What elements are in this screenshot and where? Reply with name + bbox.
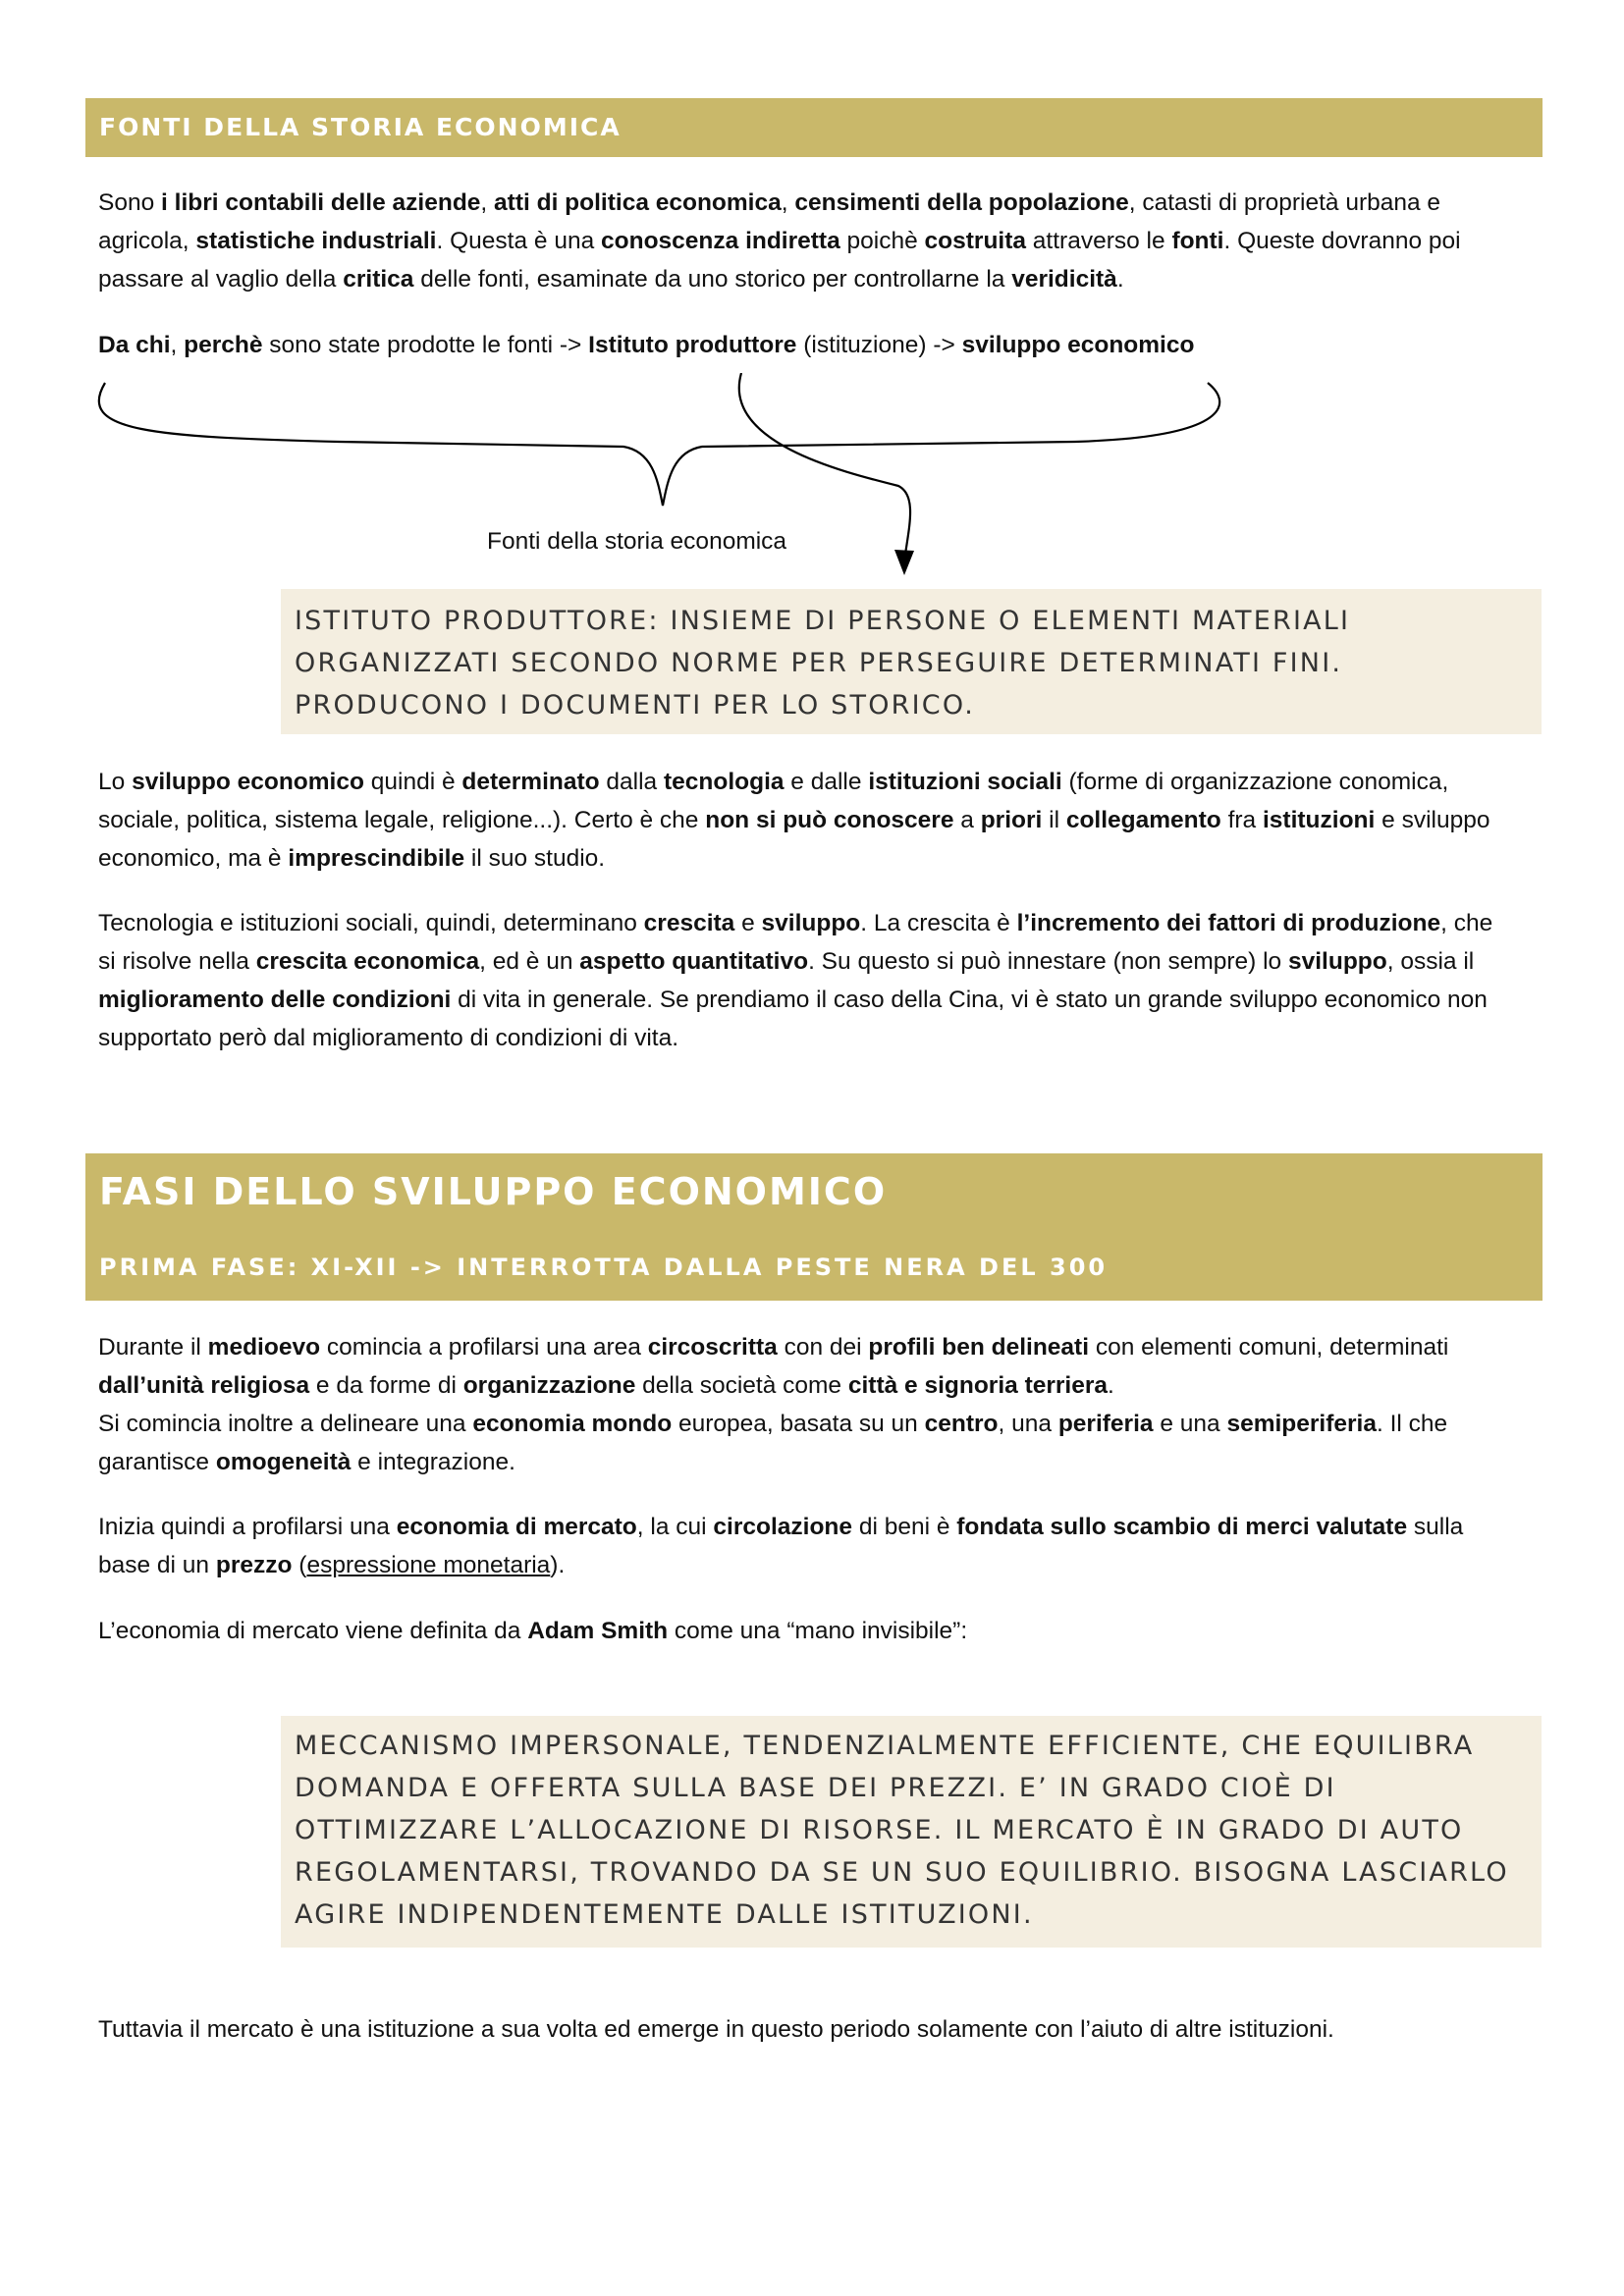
section-subtitle: PRIMA FASE: XI-XII -> INTERROTTA DALLA PESTE NERA DEL 300 [99,1254,1109,1281]
text-run: Tuttavia il mercato è una istituzione a sua volta ed emerge in questo periodo solamente con l’aiuto di altre istituzioni. [98,2016,1334,2043]
bold-text: conoscenza indiretta [601,228,840,254]
bold-text: censimenti della popolazione [794,189,1129,216]
bold-text: periferia [1057,1411,1154,1437]
text-run: poichè [839,228,925,254]
bold-text: tecnologia [663,769,785,795]
text-run: , la cui [636,1514,714,1540]
bold-text: circolazione [713,1514,853,1540]
bold-text: omogeneità [215,1449,352,1475]
text-run: . [1108,1372,1114,1399]
text-run: sulla base di un [98,1514,1464,1578]
bold-text: fondata sullo scambio di merci valutate [956,1514,1408,1540]
bold-text: Istituto produttore [588,332,797,358]
text-run: dalla [599,769,664,795]
bold-text: statistiche industriali [195,228,437,254]
text-run: della società come [635,1372,848,1399]
bold-text: organizzazione [462,1372,636,1399]
bold-text: veridicità [1011,266,1117,293]
bold-text: profili ben delineati [868,1334,1090,1361]
bold-text: crescita [643,910,735,936]
text-run: (istituzione) -> [796,332,962,358]
bold-text: collegamento [1065,807,1221,833]
text-run: Durante il [98,1334,208,1361]
bold-text: città e signoria terriera [847,1372,1109,1399]
paragraph-fonti-intro [98,184,1512,298]
underlined-text: espressione monetaria [306,1552,551,1578]
paragraph-conclusione [98,2010,1512,2049]
text-run: il [1042,807,1066,833]
text-run: europea, basata su un [672,1411,925,1437]
bold-text: medioevo [207,1334,321,1361]
text-run: . Questa è una [436,228,602,254]
bold-text: atti di politica economica [494,189,782,216]
paragraph-economia-mercato [98,1508,1512,1584]
text-run: delle fonti, esaminate da uno storico per controllarne la [413,266,1012,293]
text-run: e da forme di [309,1372,463,1399]
bold-text: crescita economica [255,948,480,975]
text-run: . Queste dovranno poi passare al vaglio della [98,228,1461,293]
text-run: Tecnologia e istituzioni sociali, quindi, determinano [98,910,644,936]
bold-text: centro [924,1411,999,1437]
bold-text: sviluppo [761,910,861,936]
bold-text: sviluppo [1287,948,1387,975]
text-run: il suo studio. [464,845,606,872]
section-header-fasi [85,1153,1543,1301]
bold-text: miglioramento delle condizioni [98,987,452,1013]
text-run: Sono [98,189,162,216]
text-run: , ed è un [479,948,580,975]
definition-box-istituto: ISTITUTO PRODUTTORE: INSIEME DI PERSONE O ELEMENTI MATERIALI ORGANIZZATI SECONDO NORME PER PERSEGUIRE DETERMINATI FINI. PRODUCONO I DOCUMENTI PER LO STORICO. [281,589,1542,734]
bold-text: critica [343,266,414,293]
text-run: ( [292,1552,307,1578]
bold-text: aspetto quantitativo [579,948,809,975]
text-run: . Il che garantisce [98,1411,1448,1475]
text-run: . Su questo si può innestare (non sempre) lo [808,948,1288,975]
paragraph-sviluppo [98,763,1512,878]
bold-text: Adam Smith [527,1618,669,1644]
bold-text: sviluppo economico [132,769,364,795]
section-title: FONTI DELLA STORIA ECONOMICA [99,113,622,141]
text-run: e sviluppo economico, ma è [98,807,1490,872]
bold-text: costruita [924,228,1026,254]
text-run: . La crescita è [860,910,1017,936]
text-run: e una [1153,1411,1227,1437]
text-run: , catasti di proprietà urbana e agricola, [98,189,1441,254]
text-run: , una [998,1411,1058,1437]
text-run: come una “mano invisibile”: [668,1618,968,1644]
bold-text: l’incremento dei fattori di produzione [1016,910,1441,936]
paragraph-medioevo [98,1328,1512,1481]
text-run: , ossia il [1386,948,1475,975]
section-header-fonti [85,98,1543,157]
brace-label: Fonti della storia economica [487,528,787,555]
bold-text: imprescindibile [288,845,465,872]
text-run: Lo [98,769,133,795]
bold-text: economia mondo [472,1411,673,1437]
text-run: , che si risolve nella [98,910,1493,975]
text-run: ). [550,1552,566,1578]
text-run: di vita in generale. Se prendiamo il caso della Cina, vi è stato un grande sviluppo economico non supportato però dal miglioramento di condizioni di vita. [98,987,1488,1051]
bold-text: economia di mercato [396,1514,637,1540]
section-title: FASI DELLO SVILUPPO ECONOMICO [99,1170,888,1213]
paragraph-tecnologia [98,904,1512,1057]
text-run: con dei [777,1334,869,1361]
text-run: , [480,189,495,216]
text-run: . [1116,266,1124,293]
text-run: e dalle [784,769,869,795]
text-run: sono state prodotte le fonti -> [262,332,589,358]
bold-text: semiperiferia [1226,1411,1377,1437]
bold-text: Da chi [98,332,171,358]
text-run: Inizia quindi a profilarsi una [98,1514,397,1540]
definition-box-mano-invisibile: MECCANISMO IMPERSONALE, TENDENZIALMENTE EFFICIENTE, CHE EQUILIBRA DOMANDA E OFFERTA SULLA BASE DEI PREZZI. E’ IN GRADO CIOÈ DI OTTIMIZZARE L’ALLOCAZIONE DI RISORSE. IL MERCATO È IN GRADO DI AUTO REGOLAMENTARSI, TROVANDO DA SE UN SUO EQUILIBRIO. BISOGNA LASCIARLO AGIRE INDIPENDENTEMENTE DALLE ISTITUZIONI. [281,1716,1542,1948]
text-run: a [953,807,981,833]
bold-text: non si può conoscere [705,807,954,833]
bold-text: circoscritta [647,1334,778,1361]
bold-text: perchè [184,332,263,358]
paragraph-da-chi [98,326,1512,364]
text-run: Si comincia inoltre a delineare una [98,1411,473,1437]
text-run: comincia a profilarsi una area [320,1334,648,1361]
curly-brace-shape [99,383,1219,506]
text-run: L’economia di mercato viene definita da [98,1618,528,1644]
bold-text: istituzioni sociali [868,769,1062,795]
bold-text: dall’unità religiosa [98,1372,310,1399]
text-run: , [781,189,795,216]
bold-text: determinato [461,769,600,795]
text-run: , [170,332,185,358]
bold-text: istituzioni [1263,807,1376,833]
text-run: e [734,910,762,936]
text-run: (forme di organizzazione conomica, sociale, politica, sistema legale, religione...). Certo è che [98,769,1449,833]
bold-text: sviluppo economico [961,332,1195,358]
bold-text: priori [980,807,1043,833]
text-run: di beni è [852,1514,957,1540]
text-run: attraverso le [1026,228,1172,254]
text-run: e integrazione. [351,1449,515,1475]
bold-text: fonti [1171,228,1224,254]
text-run: fra [1220,807,1263,833]
bold-text: prezzo [215,1552,293,1578]
bold-text: i libri contabili delle aziende [161,189,481,216]
text-run: con elementi comuni, determinati [1089,1334,1449,1361]
paragraph-adam-smith [98,1612,1512,1650]
text-run: quindi è [363,769,462,795]
arrowhead-icon [894,550,914,575]
